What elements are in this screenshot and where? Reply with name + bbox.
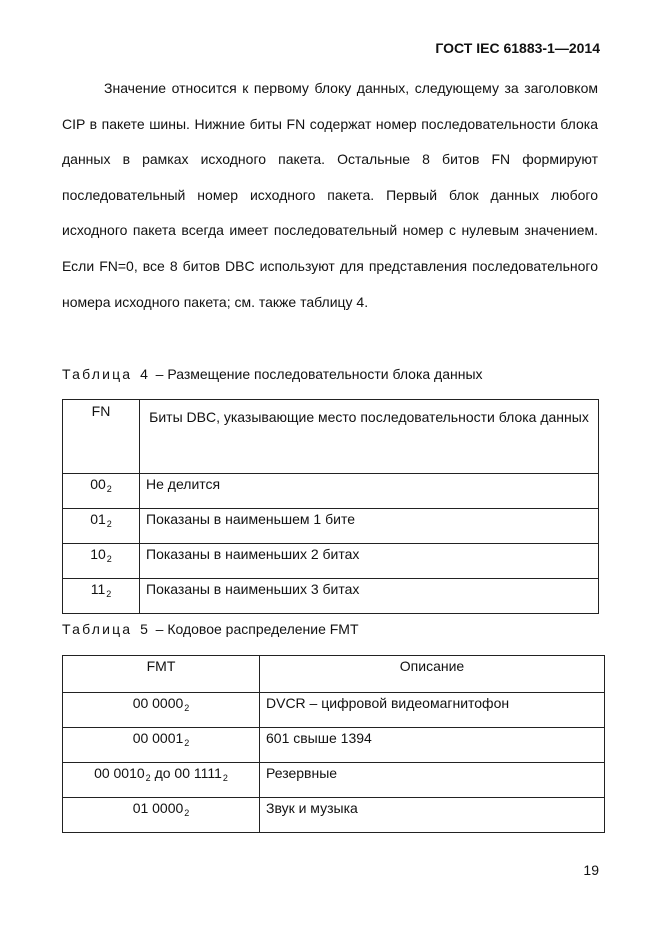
fmt-subscript-end: 2 bbox=[222, 773, 228, 783]
table4-caption-text: – Размещение последовательности блока данных bbox=[155, 366, 483, 382]
table-4 bbox=[62, 399, 599, 614]
fmt-subscript: 2 bbox=[145, 773, 151, 783]
fn-value: 01 bbox=[90, 511, 106, 527]
table4-caption-word: Таблица bbox=[62, 366, 133, 382]
fmt-value-end: 00 1111 bbox=[174, 765, 222, 781]
fmt-value: 00 0010 bbox=[94, 765, 145, 781]
table-row bbox=[63, 798, 605, 833]
fmt-subscript: 2 bbox=[184, 808, 190, 818]
table-5 bbox=[62, 655, 605, 833]
table5-header-description: Описание bbox=[260, 656, 605, 693]
table4-desc-cell: Показаны в наименьших 2 битах bbox=[140, 544, 599, 579]
fmt-subscript: 2 bbox=[184, 703, 190, 713]
table4-caption-number: 4 bbox=[140, 366, 148, 382]
table4-fn-cell bbox=[63, 544, 140, 579]
body-paragraph-text: Значение относится к первому блоку данных, следующему за заголовком CIP в пакете шины. Нижние биты FN содержат номер последовательности блока данных в рамках исходного пакета. Остальные 8 битов FN формируют последовательный номер исходного пакета. Первый блок данных любого исходного пакета всегда имеет последовательный номер с нулевым значением. Если FN=0, все 8 битов DBC используют для представления последовательного номера исходного пакета; см. также таблицу 4. bbox=[62, 80, 598, 310]
table-row bbox=[63, 509, 599, 544]
page-number: 19 bbox=[583, 862, 599, 878]
document-header: ГОСТ IEC 61883-1—2014 bbox=[435, 40, 600, 56]
table4-header-dbc: Биты DBC, указывающие место последовательности блока данных bbox=[140, 400, 599, 474]
table-row bbox=[63, 579, 599, 614]
table5-desc-cell: Резервные bbox=[260, 763, 605, 798]
fmt-value: 00 0000 bbox=[132, 695, 184, 711]
body-paragraph bbox=[62, 71, 598, 320]
table5-desc-cell: 601 свыше 1394 bbox=[260, 728, 605, 763]
table4-fn-cell bbox=[63, 474, 140, 509]
table4-header-fn: FN bbox=[63, 400, 140, 474]
fn-subscript: 2 bbox=[106, 554, 112, 564]
table4-desc-cell: Показаны в наименьшем 1 бите bbox=[140, 509, 599, 544]
table-row bbox=[63, 693, 605, 728]
table5-desc-cell: Звук и музыка bbox=[260, 798, 605, 833]
table5-caption-word: Таблица bbox=[62, 621, 133, 637]
table4-caption bbox=[62, 366, 483, 382]
table5-header-row bbox=[63, 656, 605, 693]
table5-desc-cell: DVCR – цифровой видеомагнитофон bbox=[260, 693, 605, 728]
fn-subscript: 2 bbox=[106, 589, 112, 599]
table5-fmt-cell bbox=[63, 693, 260, 728]
fmt-value: 01 0000 bbox=[132, 800, 184, 816]
table5-header-fmt: FMT bbox=[63, 656, 260, 693]
table4-desc-cell: Показаны в наименьших 3 битах bbox=[140, 579, 599, 614]
fn-subscript: 2 bbox=[106, 519, 112, 529]
table5-caption-number: 5 bbox=[140, 621, 148, 637]
table4-header-row bbox=[63, 400, 599, 474]
table4-fn-cell bbox=[63, 509, 140, 544]
fn-value: 00 bbox=[90, 476, 106, 492]
fmt-value: 00 0001 bbox=[132, 730, 184, 746]
table4-desc-cell: Не делится bbox=[140, 474, 599, 509]
table4-fn-cell bbox=[63, 579, 140, 614]
table5-caption bbox=[62, 621, 359, 637]
table-row bbox=[63, 544, 599, 579]
fmt-range-word: до bbox=[150, 765, 175, 781]
table5-caption-text: – Кодовое распределение FMT bbox=[155, 621, 359, 637]
fn-value: 11 bbox=[90, 581, 106, 597]
table-row bbox=[63, 763, 605, 798]
fn-subscript: 2 bbox=[106, 484, 112, 494]
table5-fmt-cell bbox=[63, 728, 260, 763]
table-row bbox=[63, 474, 599, 509]
table-row bbox=[63, 728, 605, 763]
table5-fmt-cell bbox=[63, 798, 260, 833]
fmt-subscript: 2 bbox=[184, 738, 190, 748]
table5-fmt-cell bbox=[63, 763, 260, 798]
fn-value: 10 bbox=[90, 546, 106, 562]
